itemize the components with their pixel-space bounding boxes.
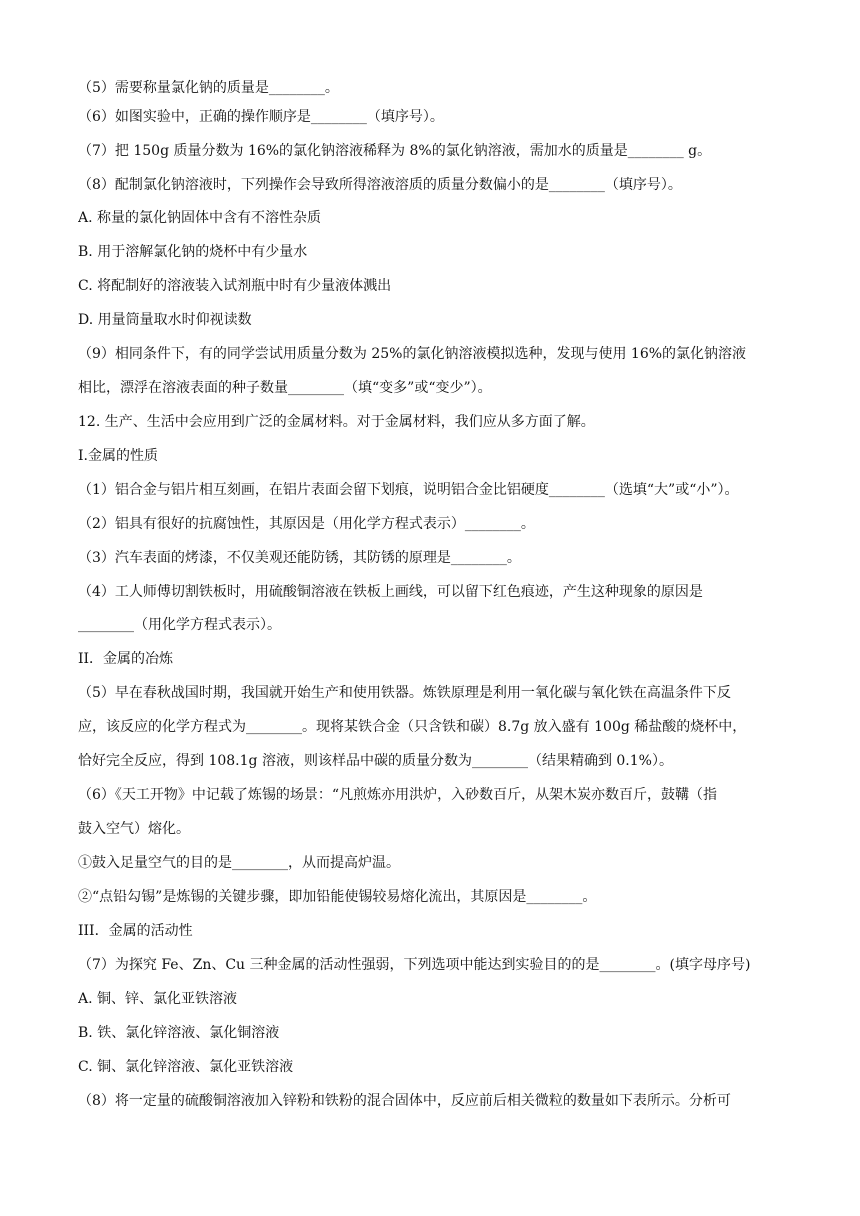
q12-6-sub-2-line: ②“点铅勾锡”是炼锡的关键步骤，即加铅能使锡较易熔化流出，其原因是________。 [78,889,597,905]
problem-12-title: 12. 生产、生活中会应用到广泛的金属材料。对于金属材料，我们应从多方面了解。 [78,414,595,430]
question-5-line: （5）需要称量氯化钠的质量是________。 [78,80,339,96]
q12-1-line: （1）铝合金与铝片相互刻画，在铝片表面会留下划痕，说明铝合金比铝硬度________（选填“大”或“小”）。 [78,482,739,498]
q12-6-line: （6）《天工开物》中记载了炼锡的场景：“凡煎炼亦用洪炉，入砂数百斤，从架木炭亦数百斤，鼓鞲（指 [78,787,718,803]
q12-5-cont-line-2: 恰好完全反应，得到 108.1g 溶液，则该样品中碳的质量分数为________（结果精确到 0.1%）。 [78,753,673,769]
q12-7-option-c-line: C. 铜、氯化锌溶液、氯化亚铁溶液 [78,1059,294,1075]
q12-4-cont-line: ________（用化学方程式表示）。 [78,617,281,633]
question-6-line: （6）如图实验中，正确的操作顺序是________（填序号）。 [78,109,444,125]
q12-6-sub-1-line: ①鼓入足量空气的目的是________，从而提高炉温。 [78,855,400,871]
q12-3-line: （3）汽车表面的烤漆，不仅美观还能防锈，其防锈的原理是________。 [78,550,521,566]
section-iii-heading: III．金属的活动性 [78,923,193,939]
option-a-line: A. 称量的氯化钠固体中含有不溶性杂质 [78,210,322,226]
q12-5-cont-line-1: 应，该反应的化学方程式为________。现将某铁合金（只含铁和碳）8.7g 放入盛有 100g 稀盐酸的烧杯中， [78,719,747,735]
question-8-line: （8）配制氯化钠溶液时，下列操作会导致所得溶液溶质的质量分数偏小的是________（填序号）。 [78,177,682,193]
section-ii-heading: II．金属的冶炼 [78,651,174,667]
q12-5-line: （5）早在春秋战国时期，我国就开始生产和使用铁器。炼铁原理是利用一氧化碳与氧化铁在高温条件下反 [78,685,731,701]
q12-4-line: （4）工人师傅切割铁板时，用硫酸铜溶液在铁板上画线，可以留下红色痕迹，产生这种现象的原因是 [78,584,703,600]
question-9-line: （9）相同条件下，有的同学尝试用质量分数为 25%的氯化钠溶液模拟选种，发现与使用 16%的氯化钠溶液 [78,346,747,362]
q12-6-cont-line: 鼓入空气）熔化。 [78,821,190,837]
option-d-line: D. 用量筒量取水时仰视读数 [78,312,252,328]
option-c-line: C. 将配制好的溶液装入试剂瓶中时有少量液体溅出 [78,278,392,294]
question-9-cont-line: 相比，漂浮在溶液表面的种子数量________（填“变多”或“变少”）。 [78,380,492,396]
section-i-heading: I.金属的性质 [78,448,158,464]
q12-7-line: （7）为探究 Fe、Zn、Cu 三种金属的活动性强弱，下列选项中能达到实验目的的是________。(填字母序号) [78,957,751,973]
q12-7-option-a-line: A. 铜、锌、氯化亚铁溶液 [78,991,238,1007]
q12-2-line: （2）铝具有很好的抗腐蚀性，其原因是（用化学方程式表示）________。 [78,516,535,532]
question-7-line: （7）把 150g 质量分数为 16%的氯化钠溶液稀释为 8%的氯化钠溶液，需加水的质量是________ g。 [78,143,712,159]
q12-7-option-b-line: B. 铁、氯化锌溶液、氯化铜溶液 [78,1025,280,1041]
q12-8-line: （8）将一定量的硫酸铜溶液加入锌粉和铁粉的混合固体中，反应前后相关微粒的数量如下表所示。分析可 [78,1093,731,1109]
option-b-line: B. 用于溶解氯化钠的烧杯中有少量水 [78,244,308,260]
